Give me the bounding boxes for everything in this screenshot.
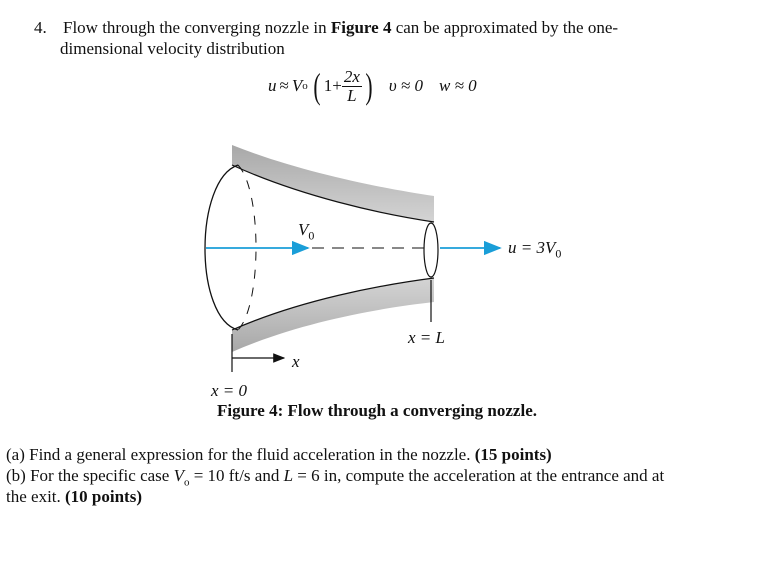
- eq-numerator: 2x: [343, 66, 360, 86]
- eq-one-plus: 1+: [323, 76, 342, 95]
- eq-V0-sub: o: [302, 80, 308, 92]
- eq-w-component: w ≈ 0: [439, 76, 477, 95]
- eq-left-paren: (: [313, 66, 321, 106]
- nozzle-lower-wall: [232, 278, 434, 352]
- outlet-velocity-label: $u = 3V_0$: [508, 238, 562, 261]
- part-a-text: (a) Find a general expression for the fluid acceleration in the nozzle.: [6, 445, 475, 464]
- part-b-line-2: [6, 486, 142, 507]
- outlet-ellipse: [424, 223, 438, 277]
- figure-caption: Figure 4: Flow through a converging nozzle.: [217, 401, 537, 420]
- part-b-V-sub: o: [183, 476, 190, 489]
- inlet-velocity-label: $V_0$: [298, 220, 315, 243]
- problem-intro-a: Flow through the converging nozzle in: [63, 18, 331, 37]
- part-b-text-3: = 6 in, compute the acceleration at the entrance and at: [293, 466, 665, 485]
- eq-u: u: [268, 76, 277, 95]
- part-a-points: (15 points): [474, 445, 552, 464]
- eq-v-component: υ ≈ 0: [388, 76, 424, 95]
- figure-reference: Figure 4: [330, 18, 392, 37]
- part-b-line2: the exit.: [6, 487, 66, 506]
- xL-label: x = L: [408, 328, 445, 347]
- part-b-points: (10 points): [65, 487, 142, 506]
- eq-approx: ≈: [279, 76, 289, 95]
- part-b-text-1: (b) For the specific case: [6, 466, 174, 485]
- part-b-L: L: [283, 466, 294, 485]
- x0-label: x = 0: [211, 381, 248, 400]
- part-b-V: V: [173, 466, 184, 485]
- problem-intro-line2: dimensional velocity distribution: [60, 39, 285, 58]
- part-b-text-2: = 10 ft/s and: [189, 466, 284, 485]
- x-axis-label: x: [292, 352, 300, 371]
- eq-V0: V: [291, 76, 303, 95]
- problem-number: 4.: [34, 18, 47, 37]
- eq-right-paren: ): [365, 66, 373, 106]
- part-a: [6, 444, 552, 465]
- nozzle-upper-wall: [232, 145, 434, 222]
- problem-intro-b: can be approximated by the one-: [391, 18, 619, 37]
- eq-denominator: L: [347, 85, 357, 105]
